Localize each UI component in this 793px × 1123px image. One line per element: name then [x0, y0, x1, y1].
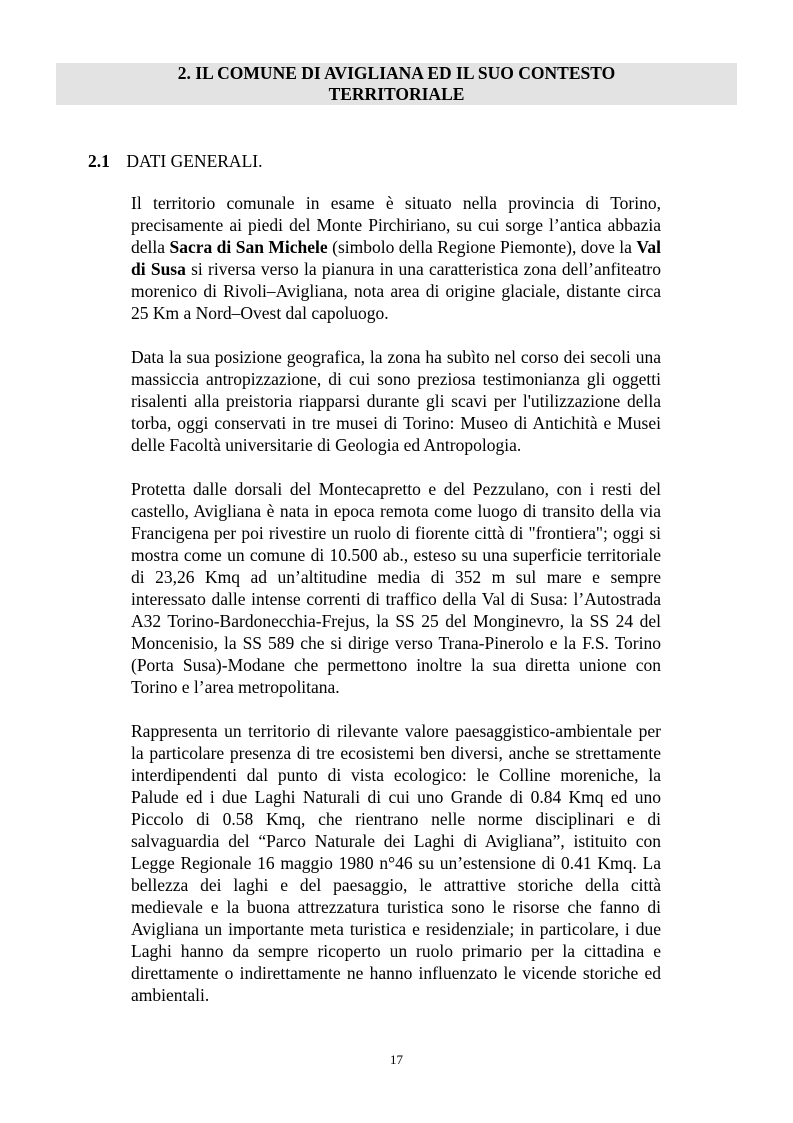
page-number: 17 — [390, 1052, 403, 1067]
paragraph-1-text-a: Il territorio comunale in esame è situato nella provincia di Torino, precisamente ai piedi del Monte Pirchiriano, su cui sorge l’antica abbazia della — [131, 193, 661, 257]
paragraph-1 — [131, 192, 661, 324]
section-number: 2.1 — [88, 151, 110, 171]
body-text — [131, 192, 661, 1028]
section-title: DATI GENERALI. — [126, 151, 263, 171]
paragraph-1-bold-val-di-susa: Val di Susa — [131, 237, 662, 279]
paragraph-4: Rappresenta un territorio di rilevante valore paesaggistico-ambientale per la particolare presenza di tre ecosistemi ben diversi, anche se strettamente interdipendenti dal punto di vista ecologico: le Colline moreniche, la Palude ed i due Laghi Naturali di cui uno Grande di 0.84 Kmq ed uno Piccolo di 0.58 Kmq, che rientrano nelle norme disciplinari e di salvaguardia del “Parco Naturale dei Laghi di Avigliana”, istituito con Legge Regionale 16 maggio 1980 n°46 su un’estensione di 0.41 Kmq. La bellezza dei laghi e del paesaggio, le attrattive storiche della città medievale e la buona attrezzatura turistica sono le risorse che fanno di Avigliana un importante meta turistica e residenziale; in particolare, i due Laghi hanno da sempre ricoperto un ruolo primario per la cittadina e direttamente o indirettamente ne hanno influenzato le vicende storiche ed ambientali. — [131, 721, 661, 1005]
section-heading — [88, 150, 262, 172]
paragraph-1-text-c: (simbolo della Regione Piemonte), dove la — [327, 237, 637, 257]
chapter-title-banner — [56, 63, 737, 105]
paragraph-3: Protetta dalle dorsali del Montecapretto e del Pezzulano, con i resti del castello, Avigliana è nata in epoca remota come luogo di transito della via Francigena per poi rivestire un ruolo di fiorente città di "frontiera"; oggi si mostra come un comune di 10.500 ab., esteso su una superficie territoriale di 23,26 Kmq ad un’altitudine media di 352 m sul mare e sempre interessato dalle intense correnti di traffico della Val di Susa: l’Autostrada A32 Torino-Bardonecchia-Frejus, la SS 25 del Monginevro, la SS 24 del Moncenisio, la SS 589 che si dirige verso Trana-Pinerolo e la F.S. Torino (Porta Susa)-Modane che permettono inoltre la sua diretta unione con Torino e l’area metropolitana. — [131, 479, 661, 697]
chapter-title-line-2: TERRITORIALE — [328, 84, 465, 104]
paragraph-1-text-e: si riversa verso la pianura in una caratteristica zona dell’anfiteatro morenico di Rivoli–Avigliana, nota area di origine glaciale, distante circa 25 Km a Nord–Ovest dal capoluogo. — [131, 259, 662, 323]
paragraph-1-bold-sacra: Sacra di San Michele — [169, 237, 328, 257]
chapter-title-line-1: 2. IL COMUNE DI AVIGLIANA ED IL SUO CONTESTO — [177, 63, 616, 83]
paragraph-2: Data la sua posizione geografica, la zona ha subìto nel corso dei secoli una massiccia antropizzazione, di cui sono preziosa testimonianza gli oggetti risalenti alla preistoria riapparsi durante gli scavi per l'utilizzazione della torba, oggi conservati in tre musei di Torino: Museo di Antichità e Musei delle Facoltà universitarie di Geologia ed Antropologia. — [131, 347, 661, 455]
